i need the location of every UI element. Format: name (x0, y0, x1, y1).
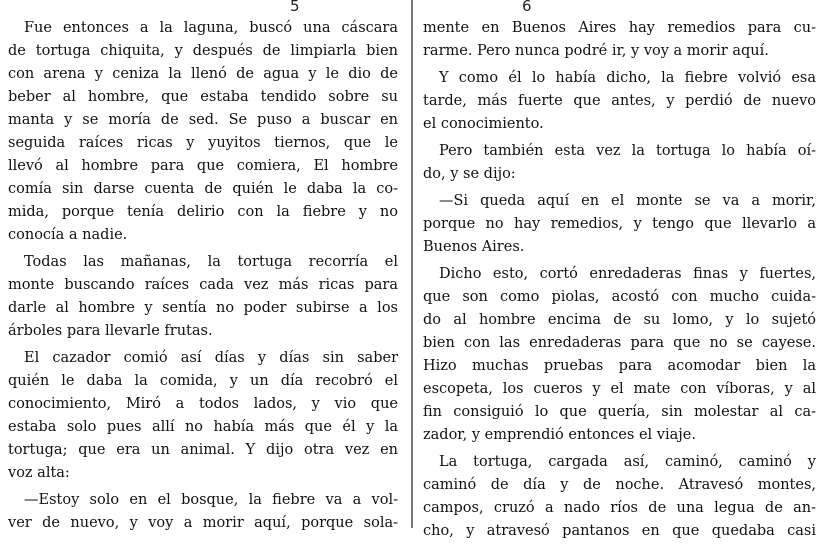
right-page-text (423, 17, 816, 547)
text-line: mida, porque tenía delirio con la fiebre y no (8, 204, 398, 220)
text-line: Buenos Aires. (423, 239, 525, 255)
text-line: —Si queda aquí en el monte se va a morir, (439, 193, 816, 209)
text-line: —Estoy solo en el bosque, la fiebre va a vol- (24, 492, 398, 508)
text-line: Fue entonces a la laguna, buscó una cáscara (24, 20, 398, 36)
text-line: bien con las enredaderas para que no se cayese. (423, 335, 816, 351)
text-line: seguida raíces ricas y yuyitos tiernos, que le (8, 135, 398, 151)
text-line: conocimiento, Miró a todos lados, y vio que (8, 396, 398, 412)
text-line: darle al hombre y sentía no poder subirse a los (8, 300, 398, 316)
paragraph (8, 17, 398, 247)
text-line: monte buscando raíces cada vez más ricas para (8, 277, 398, 293)
text-line: de tortuga chiquita, y después de limpiarla bien (8, 43, 398, 59)
text-line: Todas las mañanas, la tortuga recorría el (24, 254, 398, 270)
text-line: voz alta: (8, 465, 70, 481)
text-line: conocía a nadie. (8, 227, 128, 243)
text-line: tarde, más fuerte que antes, y perdió de nuevo (423, 93, 816, 109)
text-line: Y como él lo había dicho, la fiebre volvió esa (439, 70, 816, 86)
paragraph (423, 17, 816, 63)
text-line: con arena y ceniza la llenó de agua y le dio de (8, 66, 398, 82)
text-line: que son como piolas, acostó con mucho cuida- (423, 289, 816, 305)
text-line: tortuga; que era un animal. Y dijo otra vez en (8, 442, 398, 458)
text-line: el conocimiento. (423, 116, 544, 132)
text-line: El cazador comió así días y días sin saber (24, 350, 398, 366)
text-line: cho, y atravesó pantanos en que quedaba casi (423, 523, 816, 539)
right-page (413, 0, 821, 539)
text-line: do, y se dijo: (423, 166, 516, 182)
text-line: do al hombre encima de su lomo, y lo sujetó (423, 312, 816, 328)
text-line: quién le daba la comida, y un día recobró el (8, 373, 398, 389)
text-line: La tortuga, cargada así, caminó, caminó y (439, 454, 816, 470)
text-line: estaba solo pues allí no había más que él y la (8, 419, 398, 435)
left-page-text (8, 17, 398, 539)
paragraph (423, 67, 816, 136)
text-line: Dicho esto, cortó enredaderas finas y fuertes, (439, 266, 816, 282)
text-line: mente en Buenos Aires hay remedios para cu- (423, 20, 816, 36)
text-line: ver de nuevo, y voy a morir aquí, porque sola- (8, 515, 398, 531)
text-line: rarme. Pero nunca podré ir, y voy a morir aquí. (423, 43, 769, 59)
paragraph (8, 251, 398, 343)
text-line: comía sin darse cuenta de quién le daba la co- (8, 181, 398, 197)
text-line: manta y se moría de sed. Se puso a buscar en (8, 112, 398, 128)
text-line: zador, y emprendió entonces el viaje. (423, 427, 696, 443)
text-line: Pero también esta vez la tortuga lo había oí- (439, 143, 816, 159)
text-line: árboles para llevarle frutas. (8, 323, 213, 339)
text-line: Hizo muchas pruebas para acomodar bien la (423, 358, 816, 374)
left-page (0, 0, 410, 531)
paragraph (8, 489, 398, 535)
text-line: beber al hombre, que estaba tendido sobre su (8, 89, 398, 105)
text-line: porque no hay remedios, y tengo que llevarlo a (423, 216, 816, 232)
text-line: fin consiguió lo que quería, sin molestar al ca- (423, 404, 816, 420)
page-number-left: 5 (290, 0, 300, 15)
text-line: llevó al hombre para que comiera, El hombre (8, 158, 398, 174)
text-line: escopeta, los cueros y el mate con víboras, y al (423, 381, 816, 397)
paragraph (423, 140, 816, 186)
page-number-right: 6 (522, 0, 532, 15)
paragraph (8, 347, 398, 485)
paragraph (423, 451, 816, 543)
text-line: caminó de día y de noche. Atravesó montes, (423, 477, 816, 493)
paragraph (423, 190, 816, 259)
text-line: campos, cruzó a nado ríos de una legua de an- (423, 500, 816, 516)
paragraph (423, 263, 816, 447)
